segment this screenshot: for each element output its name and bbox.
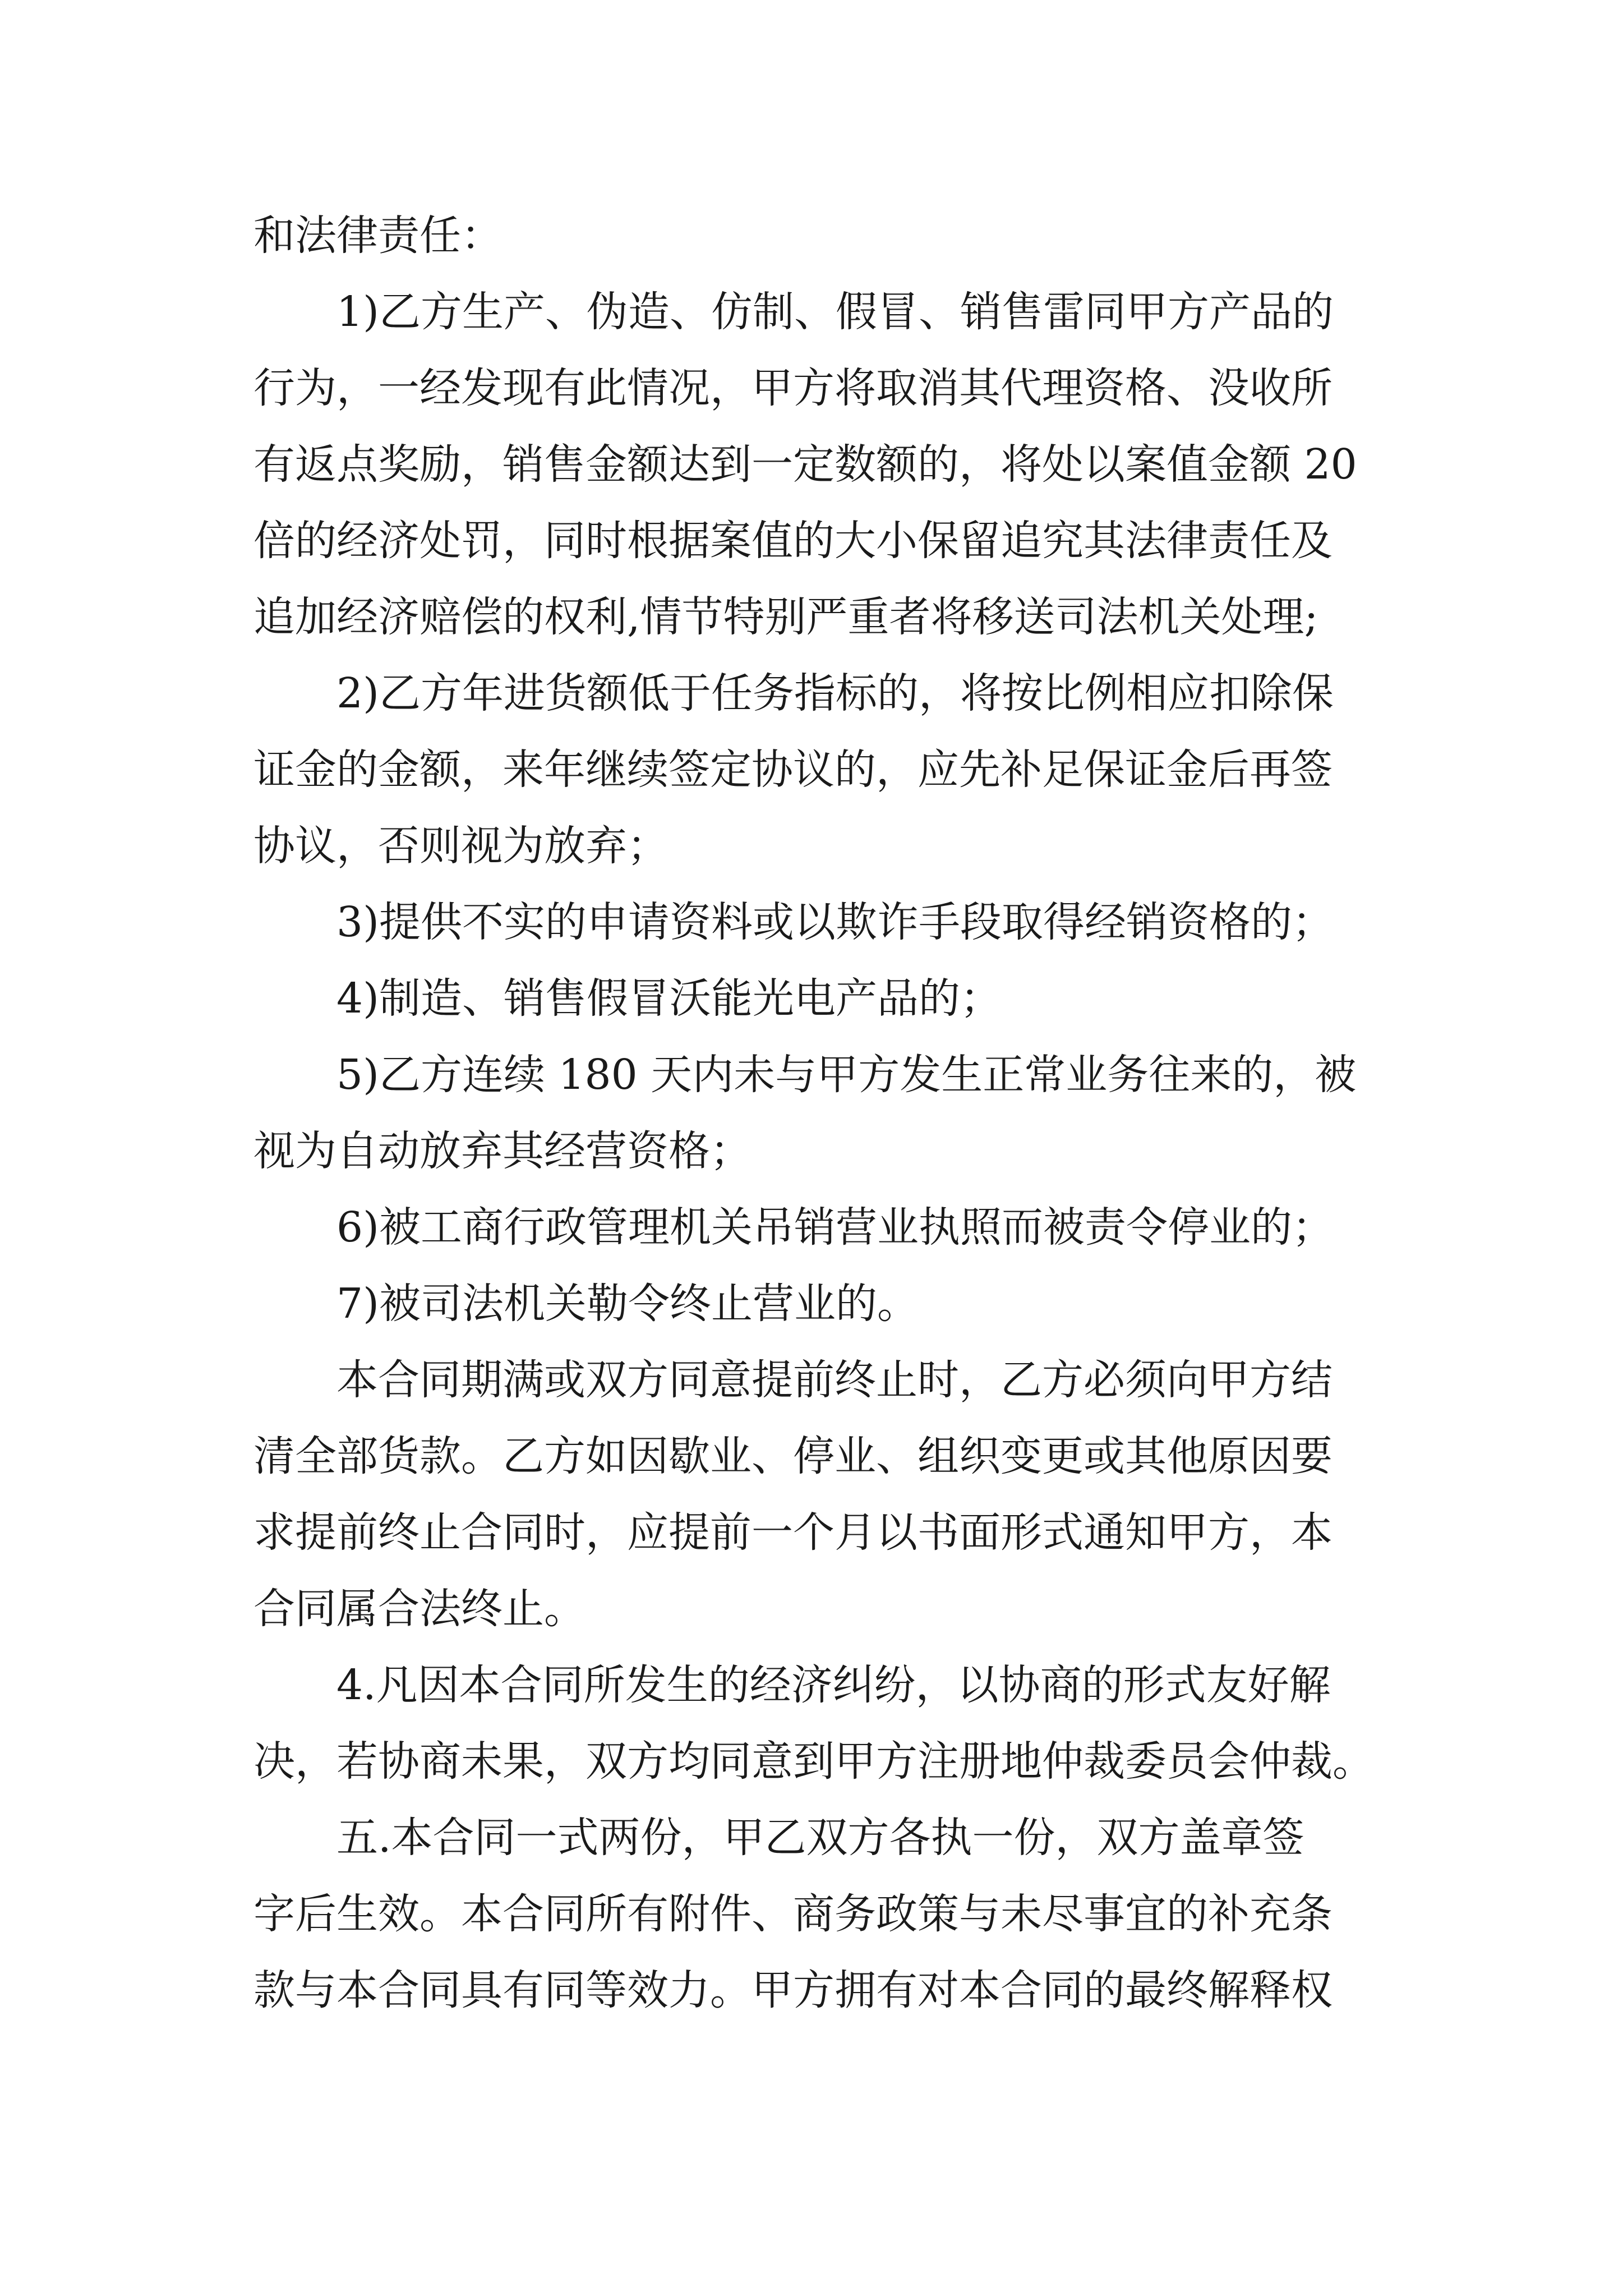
text-line: 倍的经济处罚，同时根据案值的大小保留追究其法律责任及 [253,517,1332,565]
text-line: 3)提供不实的申请资料或以欺诈手段取得经销资格的； [336,898,1334,946]
text-line: 追加经济赔偿的权利,情节特别严重者将移送司法机关处理; [253,593,1318,641]
text-line: 协议，否则视为放弃； [253,822,668,870]
text-line: 5)乙方连续 180 天内未与甲方发生正常业务往来的，被 [336,1051,1357,1099]
text-line: 决，若协商未果，双方均同意到甲方注册地仲裁委员会仲裁。 [253,1737,1374,1786]
text-line: 五.本合同一式两份，甲乙双方各执一份，双方盖章签 [336,1814,1304,1862]
text-line: 款与本合同具有同等效力。甲方拥有对本合同的最终解释权 [253,1966,1332,2014]
text-line: 视为自动放弃其经营资格； [253,1127,751,1175]
text-line: 证金的金额，来年继续签定协议的，应先补足保证金后再签 [253,746,1332,794]
text-line: 清全部货款。乙方如因歇业、停业、组织变更或其他原因要 [253,1432,1332,1480]
text-line: 4)制造、销售假冒沃能光电产品的； [336,974,1002,1023]
text-line: 2)乙方年进货额低于任务指标的，将按比例相应扣除保 [336,669,1334,717]
text-line: 有返点奖励，销售金额达到一定数额的，将处以案值金额 20 [253,440,1357,489]
text-line: 6)被工商行政管理机关吊销营业执照而被责令停业的； [336,1203,1334,1251]
text-line: 4.凡因本合同所发生的经济纠纷，以协商的形式友好解 [336,1661,1331,1709]
text-line: 合同属合法终止。 [253,1585,585,1633]
text-line: 和法律责任： [253,211,502,260]
text-line: 1)乙方生产、伪造、仿制、假冒、销售雷同甲方产品的 [336,288,1334,336]
text-line: 字后生效。本合同所有附件、商务政策与未尽事宜的补充条 [253,1890,1332,1938]
document-body [253,197,1381,2028]
text-line: 7)被司法机关勒令终止营业的。 [336,1280,919,1328]
text-line: 求提前终止合同时，应提前一个月以书面形式通知甲方，本 [253,1508,1332,1557]
text-line: 本合同期满或双方同意提前终止时，乙方必须向甲方结 [336,1356,1332,1404]
text-line: 行为，一经发现有此情况，甲方将取消其代理资格、没收所 [253,364,1332,412]
